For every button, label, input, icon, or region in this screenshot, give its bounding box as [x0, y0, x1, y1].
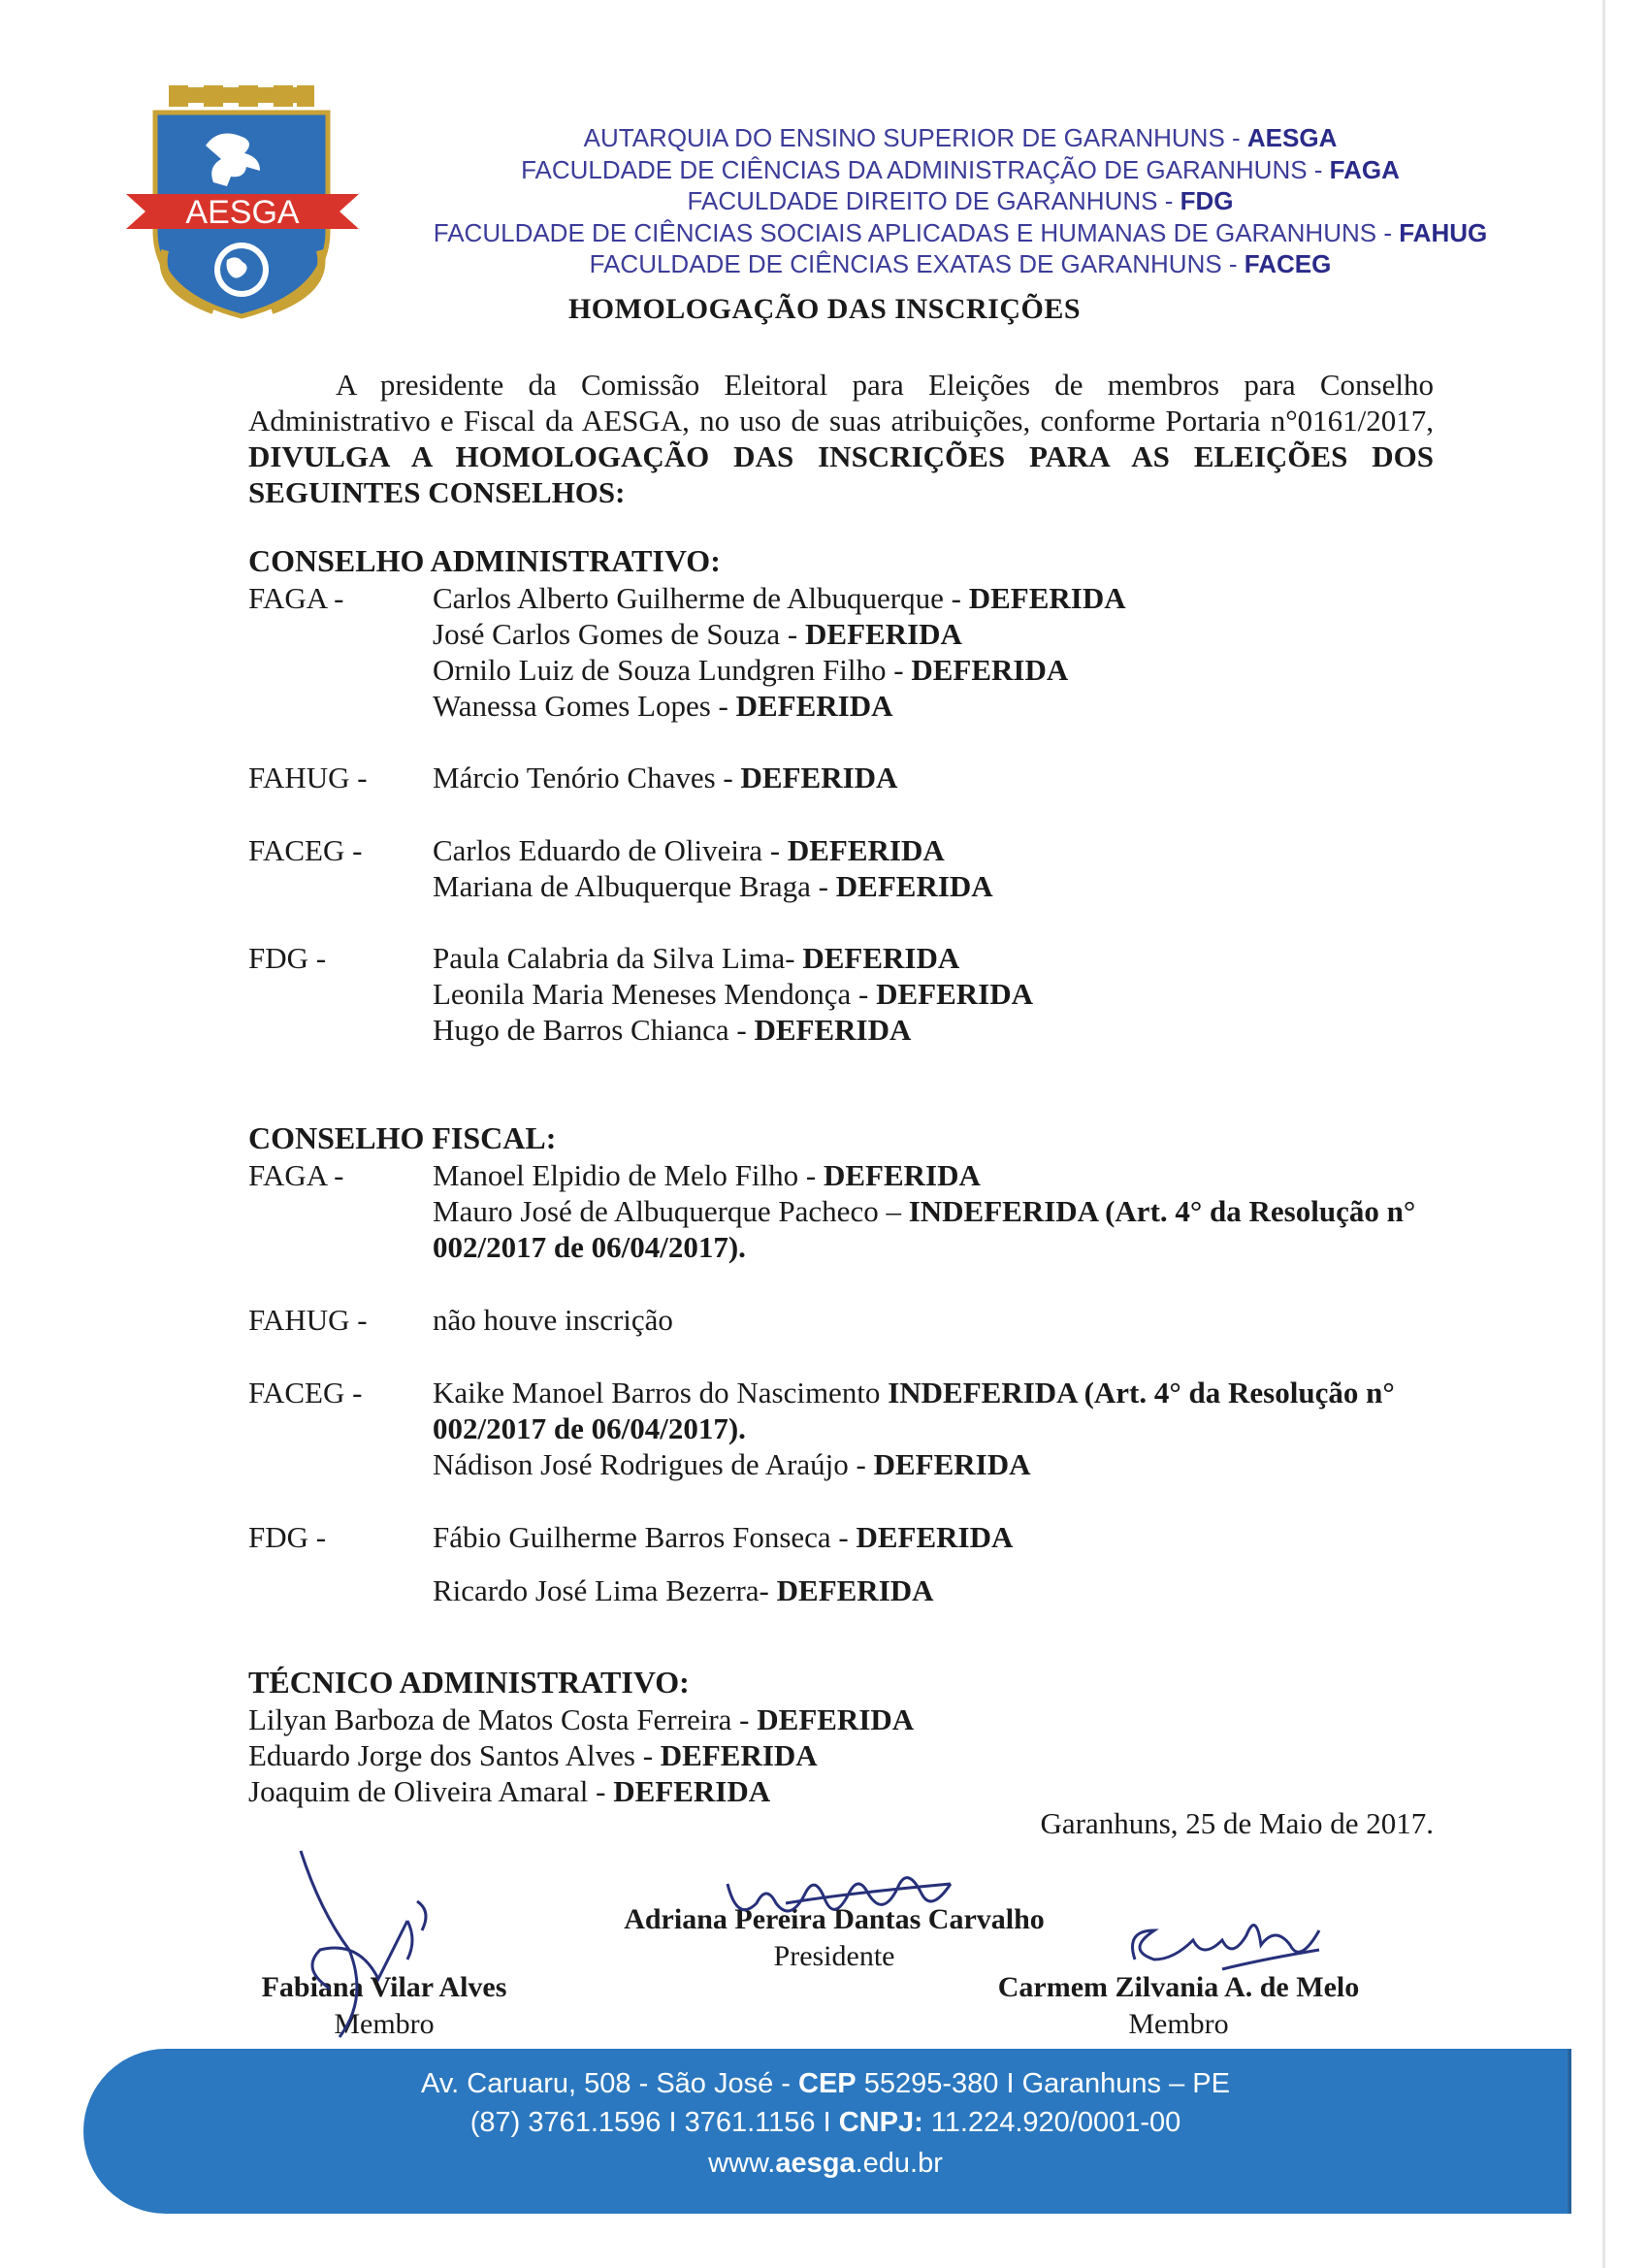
list-item: Mauro José de Albuquerque Pacheco – INDEFERIDA (Art. 4° da Resolução n° 002/2017 de 06/04/2017).: [433, 1194, 1416, 1264]
signer-role: Presidente: [773, 1940, 895, 1972]
tecnico-list: [248, 1701, 914, 1809]
logo-text: AESGA: [185, 194, 300, 231]
list-item: José Carlos Gomes de Souza - DEFERIDA: [433, 617, 962, 651]
aesga-logo: [126, 85, 359, 323]
list-item: Wanessa Gomes Lopes - DEFERIDA: [433, 689, 893, 723]
header-line-fahug: FACULDADE DE CIÊNCIAS SOCIAIS APLICADAS E HUMANAS DE GARANHUNS - FAHUG: [433, 217, 1488, 247]
header-line-faceg: FACULDADE DE CIÊNCIAS EXATAS DE GARANHUNS - FACEG: [589, 249, 1332, 278]
signer-role: Membro: [334, 2008, 435, 2040]
list-item: Márcio Tenório Chaves - DEFERIDA: [433, 761, 898, 794]
list-item: Ornilo Luiz de Souza Lundgren Filho - DEFERIDA: [433, 653, 1069, 687]
list-item: Eduardo Jorge dos Santos Alves - DEFERIDA: [248, 1738, 818, 1772]
list-item: Carlos Alberto Guilherme de Albuquerque - DEFERIDA: [433, 581, 1126, 615]
section-heading-fiscal: CONSELHO FISCAL:: [248, 1120, 557, 1155]
header-line-faga: FACULDADE DE CIÊNCIAS DA ADMINISTRAÇÃO DE GARANHUNS - FAGA: [521, 154, 1400, 184]
header-line-aesga: AUTARQUIA DO ENSINO SUPERIOR DE GARANHUNS - AESGA: [583, 123, 1338, 152]
institution-header: [388, 122, 1533, 280]
section-heading-tecnico: TÉCNICO ADMINISTRATIVO:: [248, 1665, 690, 1700]
document-title: HOMOLOGAÇÃO DAS INSCRIÇÕES: [567, 293, 1082, 325]
list-item: Lilyan Barboza de Matos Costa Ferreira - DEFERIDA: [248, 1702, 915, 1736]
section-heading-administrativo: CONSELHO ADMINISTRATIVO:: [248, 543, 721, 578]
group-label: FAHUG -: [248, 761, 368, 794]
group-label: FDG -: [248, 941, 327, 975]
group-label: FACEG -: [248, 833, 363, 867]
signer-name: Adriana Pereira Dantas Carvalho: [624, 1903, 1045, 1935]
place-and-date: Garanhuns, 25 de Maio de 2017.: [1040, 1806, 1434, 1840]
group-label: FAGA -: [248, 581, 344, 615]
signer-name: Carmem Zilvania A. de Melo: [997, 1971, 1360, 2003]
signer-name: Fabiana Vilar Alves: [261, 1971, 507, 2003]
list-item: Ricardo José Lima Bezerra- DEFERIDA: [433, 1573, 934, 1607]
list-item: Joaquim de Oliveira Amaral - DEFERIDA: [248, 1774, 771, 1808]
list-item: Nádison José Rodrigues de Araújo - DEFERIDA: [433, 1447, 1031, 1481]
group-label: FACEG -: [248, 1376, 363, 1409]
footer-bar: [83, 2049, 1568, 2214]
header-line-fdg: FACULDADE DIREITO DE GARANHUNS - FDG: [687, 186, 1234, 215]
signer-role: Membro: [1128, 2008, 1229, 2040]
group-label: FDG -: [248, 1520, 327, 1554]
footer-website[interactable]: www.aesga.edu.br: [708, 2148, 943, 2179]
group-label: FAGA -: [248, 1158, 344, 1192]
list-item: Manoel Elpidio de Melo Filho - DEFERIDA: [433, 1158, 981, 1192]
list-item: Fábio Guilherme Barros Fonseca - DEFERIDA: [433, 1520, 1014, 1554]
handwritten-signature-right: [1116, 1921, 1348, 1989]
list-item: Leonila Maria Meneses Mendonça - DEFERIDA: [433, 977, 1033, 1011]
intro-paragraph: A presidente da Comissão Eleitoral para Eleições de membros para Conselho Administrativo e Fiscal da AESGA, no uso de suas atribuições, conforme Portaria n°0161/2017, DIVULGA A HOMOLOGAÇÃO DAS INSCRIÇÕES PARA AS ELEIÇÕES DOS SEGUINTES CONSELHOS:: [248, 368, 1434, 509]
group-label: FAHUG -: [248, 1303, 368, 1337]
handwritten-signature-left: [281, 1843, 456, 2047]
list-item: Carlos Eduardo de Oliveira - DEFERIDA: [433, 833, 945, 867]
list-item: Mariana de Albuquerque Braga - DEFERIDA: [433, 869, 993, 903]
page-edge: [1602, 0, 1605, 2268]
list-item: Hugo de Barros Chianca - DEFERIDA: [433, 1013, 912, 1047]
footer-phones: (87) 3761.1596 I 3761.1156 I CNPJ: 11.224.920/0001-00: [469, 2107, 1181, 2138]
list-item: não houve inscrição: [433, 1303, 673, 1337]
list-item: Kaike Manoel Barros do Nascimento INDEFERIDA (Art. 4° da Resolução n° 002/2017 de 06/04/2017).: [433, 1376, 1395, 1445]
list-item: Paula Calabria da Silva Lima- DEFERIDA: [433, 941, 960, 975]
footer-address: Av. Caruaru, 508 - São José - CEP 55295-380 I Garanhuns – PE: [421, 2068, 1230, 2099]
handwritten-signature-president: [718, 1864, 970, 1932]
